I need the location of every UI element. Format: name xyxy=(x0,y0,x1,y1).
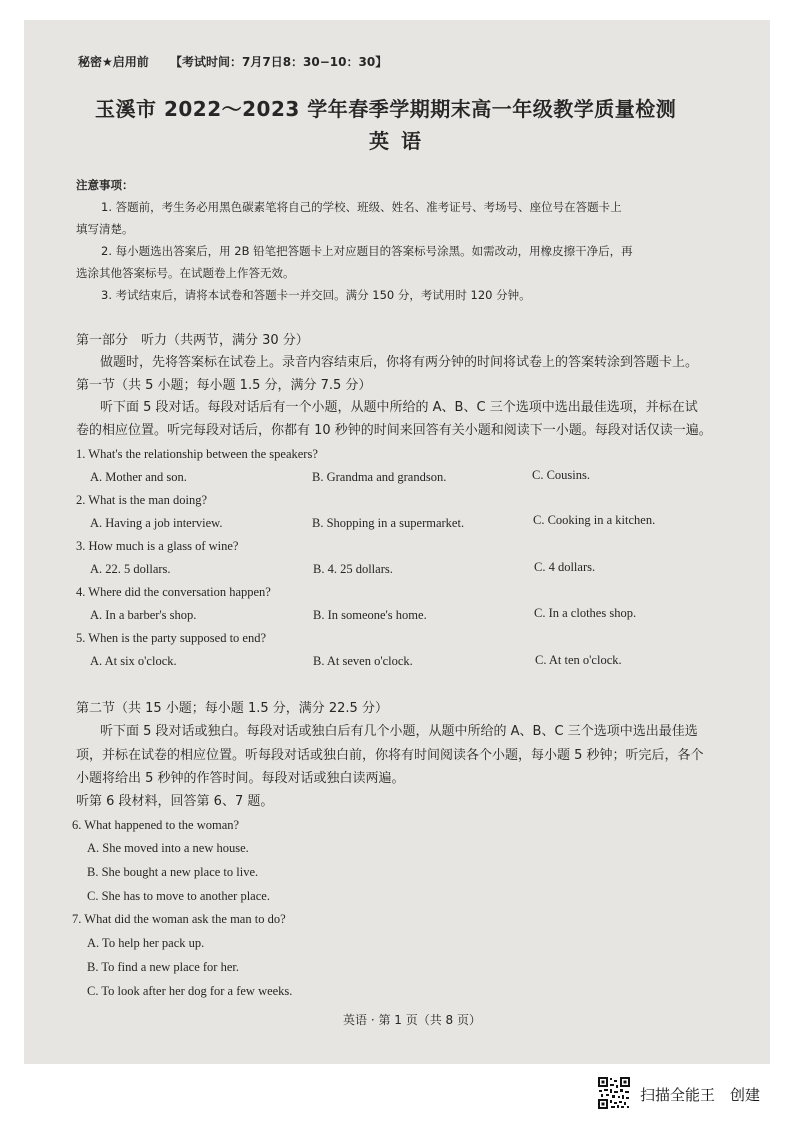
question-6: 6. What happened to the woman? xyxy=(72,818,240,832)
q7-option-a: A. To help her pack up. xyxy=(87,936,205,950)
note-3: 3. 考试结束后，请将本试卷和答题卡一并交回。满分 150 分，考试用时 120 分钟。 xyxy=(101,288,531,302)
part1-intro: 做题时，先将答案标在试卷上。录音内容结束后，你将有两分钟的时间将试卷上的答案转涂到答题卡上。 xyxy=(100,355,699,370)
secret-label: 秘密★启用前 xyxy=(78,55,149,69)
notes-heading: 注意事项： xyxy=(76,178,134,192)
q1-option-b: B. Grandma and grandson. xyxy=(312,470,447,484)
section1-instructions-line-1: 听下面 5 段对话。每段对话后有一个小题，从题中所给的 A、B、C 三个选项中选出最佳选项，并标在试 xyxy=(100,400,698,415)
q4-option-b: B. In someone's home. xyxy=(313,608,427,622)
qr-code-icon xyxy=(597,1076,631,1110)
note-2-line-2: 选涂其他答案标号。在试题卷上作答无效。 xyxy=(76,266,295,280)
note-2-line-1: 2. 每小题选出答案后，用 2B 铅笔把答题卡上对应题目的答案标号涂黑。如需改动，用橡皮擦干净后，再 xyxy=(101,244,633,258)
part1-heading: 第一部分 听力（共两节，满分 30 分） xyxy=(76,333,309,348)
question-1: 1. What's the relationship between the speakers? xyxy=(76,447,318,461)
q7-option-c: C. To look after her dog for a few weeks. xyxy=(87,984,293,998)
question-2: 2. What is the man doing? xyxy=(76,493,207,507)
q2-option-c: C. Cooking in a kitchen. xyxy=(533,513,656,527)
question-5: 5. When is the party supposed to end? xyxy=(76,631,267,645)
q5-option-c: C. At ten o'clock. xyxy=(535,653,622,667)
section1-heading: 第一节（共 5 小题；每小题 1.5 分，满分 7.5 分） xyxy=(76,378,372,393)
note-1-line-2: 填写清楚。 xyxy=(76,222,134,236)
question-4: 4. Where did the conversation happen? xyxy=(76,585,271,599)
q4-option-a: A. In a barber's shop. xyxy=(90,608,197,622)
q3-option-b: B. 4. 25 dollars. xyxy=(313,562,393,576)
q4-option-c: C. In a clothes shop. xyxy=(534,606,637,620)
q3-option-a: A. 22. 5 dollars. xyxy=(90,562,171,576)
scanner-brand-label: 扫描全能王 创建 xyxy=(640,1086,761,1104)
page-footer: 英语 · 第 1 页（共 8 页） xyxy=(343,1013,481,1027)
section2-instructions-line-3: 小题将给出 5 秒钟的作答时间。每段对话或独白读两遍。 xyxy=(76,771,405,786)
q5-option-b: B. At seven o'clock. xyxy=(313,654,413,668)
q2-option-a: A. Having a job interview. xyxy=(90,516,223,530)
question-3: 3. How much is a glass of wine? xyxy=(76,539,239,553)
q7-option-b: B. To find a new place for her. xyxy=(87,960,239,974)
q1-option-a: A. Mother and son. xyxy=(90,470,187,484)
subject-title: 英语 xyxy=(369,129,433,153)
note-1-line-1: 1. 答题前，考生务必用黑色碳素笔将自己的学校、班级、姓名、准考证号、考场号、座位号在答题卡上 xyxy=(101,200,622,214)
section2-instructions-line-1: 听下面 5 段对话或独白。每段对话或独白后有几个小题，从题中所给的 A、B、C 三个选项中选出最佳选 xyxy=(100,724,698,739)
section2-instructions-line-2: 项，并标在试卷的相应位置。听每段对话或独白前，你将有时间阅读各个小题，每小题 5 秒钟；听完后，各个 xyxy=(76,748,704,763)
q2-option-b: B. Shopping in a supermarket. xyxy=(312,516,465,530)
q3-option-c: C. 4 dollars. xyxy=(534,560,596,574)
section1-instructions-line-2: 卷的相应位置。听完每段对话后，你都有 10 秒钟的时间来回答有关小题和阅读下一小题。每段对话仅读一遍。 xyxy=(76,423,712,438)
q1-option-c: C. Cousins. xyxy=(532,468,591,482)
q6-option-b: B. She bought a new place to live. xyxy=(87,865,259,879)
q6-option-a: A. She moved into a new house. xyxy=(87,841,249,855)
q5-option-a: A. At six o'clock. xyxy=(90,654,177,668)
material-6-instructions: 听第 6 段材料，回答第 6、7 题。 xyxy=(76,794,274,809)
question-7: 7. What did the woman ask the man to do? xyxy=(72,912,286,926)
q6-option-c: C. She has to move to another place. xyxy=(87,889,270,903)
exam-time: 【考试时间：7月7日8：30−10：30】 xyxy=(170,55,388,69)
page-title: 玉溪市 2022～2023 学年春季学期期末高一年级教学质量检测 xyxy=(95,97,677,121)
section2-heading: 第二节（共 15 小题；每小题 1.5 分，满分 22.5 分） xyxy=(76,701,388,716)
